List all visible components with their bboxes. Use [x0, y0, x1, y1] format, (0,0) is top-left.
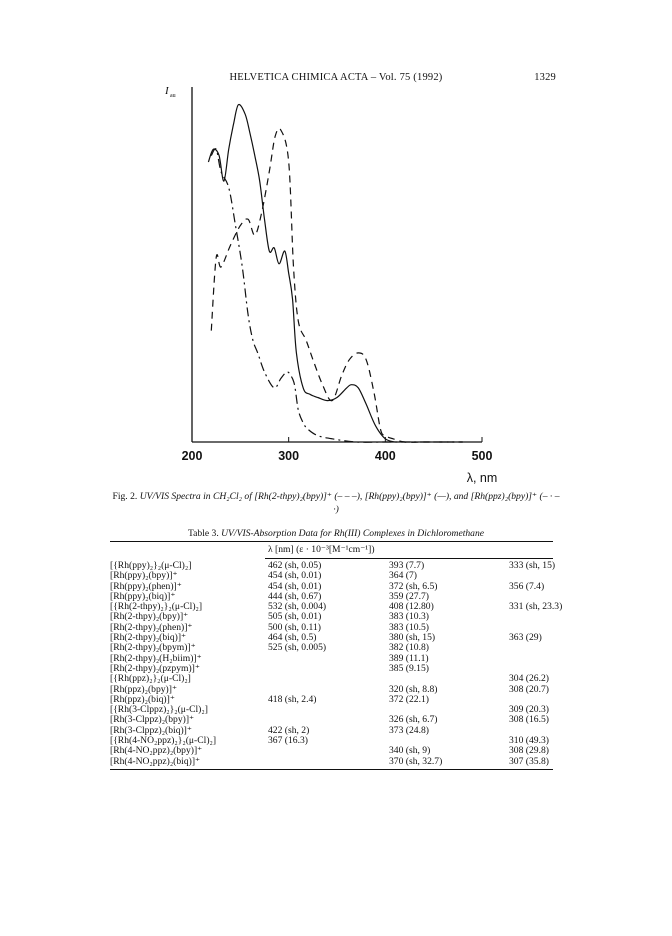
absorption-cell: 356 (7.4)	[509, 580, 545, 592]
running-header: HELVETICA CHIMICA ACTA – Vol. 75 (1992)	[229, 72, 443, 83]
absorption-cell: 310 (49.3)	[509, 735, 549, 747]
absorption-cell	[268, 757, 389, 767]
absorption-cell: 331 (sh, 23.3)	[509, 601, 563, 613]
absorption-cell: 444 (sh, 0.67)	[268, 590, 322, 602]
complex-name-cell: [Rh(ppy)₂(biq)]⁺	[110, 590, 176, 602]
table-row	[110, 674, 569, 684]
complex-name-cell: [Rh(ppz)₂(bpy)]⁺	[110, 683, 178, 695]
absorption-cell: 372 (22.1)	[389, 693, 429, 705]
spectra-series	[208, 104, 462, 442]
absorption-cell: 370 (sh, 32.7)	[389, 755, 443, 767]
figure-caption-text: UV/VIS Spectra in CH₂Cl₂ of [Rh(2-thpy)₂(bpy)]⁺ (– – –), [Rh(ppy)₂(bpy)]⁺ (—), and [Rh(ppz)₂(bpy)]⁺ (– · – ·)	[139, 491, 560, 515]
absorption-cell	[509, 643, 569, 653]
complex-name-cell: [Rh(ppy)₂(bpy)]⁺	[110, 570, 178, 582]
absorption-cell: 333 (sh, 15)	[509, 560, 556, 571]
complex-name-cell: [Rh(2-thpy)₂(bpy)]⁺	[110, 611, 189, 623]
absorption-cell: 408 (12.80)	[389, 601, 434, 613]
absorption-cell	[268, 664, 389, 674]
table-bottom-rule	[110, 769, 553, 770]
complex-name-cell: [Rh(3-Clppz)₂(biq)]⁺	[110, 724, 192, 736]
absorption-cell: 373 (24.8)	[389, 724, 429, 736]
table-header-rule	[265, 558, 553, 559]
absorption-cell: 372 (sh, 6.5)	[389, 580, 438, 592]
absorption-cell: 422 (sh, 2)	[268, 724, 310, 736]
complex-name-cell: [{Rh(ppy)₂}₂(μ-Cl)₂]	[110, 560, 192, 571]
absorption-cell: 367 (16.3)	[268, 735, 308, 747]
absorption-cell	[509, 612, 569, 622]
x-axis-unit: λ, nm	[466, 471, 498, 484]
complex-name-cell: [Rh(ppy)₂(phen)]⁺	[110, 580, 182, 592]
uv-vis-spectra-figure	[150, 84, 510, 484]
table-row	[110, 685, 569, 695]
complex-name-cell: [Rh(4-NO₂ppz)₂(bpy)]⁺	[110, 745, 203, 757]
complex-name-cell: [{Rh(ppz)₂}₂(μ-Cl)₂]	[110, 673, 191, 685]
complex-name-cell: [Rh(2-thpy)₂(biq)]⁺	[110, 632, 187, 644]
series-line-dashed	[211, 128, 462, 442]
absorption-cell: 383 (10.3)	[389, 611, 429, 623]
absorption-cell: 320 (sh, 8.8)	[389, 683, 438, 695]
table-row	[110, 757, 569, 767]
absorption-cell: 363 (29)	[509, 632, 542, 644]
absorption-cell	[509, 654, 569, 664]
complex-name-cell: [Rh(2-thpy)₂(pzpym)]⁺	[110, 662, 200, 674]
x-tick-label: 300	[278, 449, 300, 463]
absorption-cell: 364 (7)	[389, 570, 417, 582]
absorption-cell: 505 (sh, 0.01)	[268, 611, 322, 623]
complex-name-cell: [Rh(2-thpy)₂(H₂biim)]⁺	[110, 652, 202, 664]
series-line-solid	[208, 104, 395, 442]
absorption-cell: 393 (7.7)	[389, 560, 425, 571]
absorption-cell: 385 (9.15)	[389, 662, 429, 674]
complex-name-cell: [Rh(ppz)₂(biq)]⁺	[110, 693, 175, 705]
absorption-cell: 304 (26.2)	[509, 673, 549, 685]
absorption-cell: 500 (sh, 0.11)	[268, 621, 321, 633]
x-tick-label: 200	[181, 449, 203, 463]
x-axis-ticks	[182, 437, 493, 463]
complex-name-cell: [{Rh(4-NO₂ppz)₂}₂(μ-Cl)₂]	[110, 735, 217, 747]
page-number: 1329	[534, 72, 556, 83]
table-row	[110, 561, 569, 571]
absorption-cell	[268, 746, 389, 756]
absorption-cell: 462 (sh, 0.05)	[268, 560, 322, 571]
figure-caption	[110, 491, 562, 516]
absorption-cell	[268, 705, 389, 715]
absorption-cell: 359 (27.7)	[389, 590, 429, 602]
absorption-cell: 307 (35.8)	[509, 755, 549, 767]
absorption-cell: 454 (sh, 0.01)	[268, 580, 322, 592]
table-top-rule	[110, 541, 553, 542]
complex-name-cell: [Rh(2-thpy)₂(phen)]⁺	[110, 621, 193, 633]
table-row	[110, 582, 569, 592]
table-column-header: λ [nm] (ε · 10⁻³[M⁻¹cm⁻¹])	[268, 544, 375, 555]
complex-name-cell: [{Rh(2-thpy)₂}₂(μ-Cl)₂]	[110, 601, 203, 613]
complex-name-cell: [{Rh(3-Clppz)₂}₂(μ-Cl)₂]	[110, 704, 208, 716]
absorption-cell: 525 (sh, 0.005)	[268, 642, 327, 654]
absorption-cell: 383 (10.5)	[389, 621, 429, 633]
complex-name-cell: [Rh(3-Clppz)₂(bpy)]⁺	[110, 714, 195, 726]
complex-name-cell: [Rh(4-NO₂ppz)₂(biq)]⁺	[110, 755, 201, 767]
absorption-cell: 532 (sh, 0.004)	[268, 601, 327, 613]
absorption-cell: 380 (sh, 15)	[389, 632, 436, 644]
table-caption	[60, 528, 612, 539]
figure-caption-prefix: Fig. 2.	[112, 491, 140, 502]
absorption-cell: 454 (sh, 0.01)	[268, 570, 322, 582]
absorption-cell: 308 (29.8)	[509, 745, 549, 757]
absorption-cell: 308 (20.7)	[509, 683, 549, 695]
uv-vis-data-table	[110, 561, 569, 767]
absorption-cell: 309 (20.3)	[509, 704, 549, 716]
absorption-cell	[268, 674, 389, 684]
absorption-cell: 418 (sh, 2.4)	[268, 693, 317, 705]
absorption-cell: 389 (11.1)	[389, 652, 429, 664]
absorption-cell: 382 (10.8)	[389, 642, 429, 654]
absorption-cell: 326 (sh, 6.7)	[389, 714, 438, 726]
absorption-cell: 340 (sh, 9)	[389, 745, 431, 757]
x-tick-label: 400	[374, 449, 396, 463]
absorption-cell: 308 (16.5)	[509, 714, 549, 726]
y-axis-label: I	[165, 85, 169, 97]
table-caption-prefix: Table 3.	[187, 528, 222, 539]
complex-name-cell: [Rh(2-thpy)₂(bpym)]⁺	[110, 642, 196, 654]
x-tick-label: 500	[471, 449, 493, 463]
table-caption-text: UV/VIS-Absorption Data for Rh(III) Complexes in Dichloromethane	[221, 528, 485, 539]
absorption-cell	[268, 654, 389, 664]
y-axis-label-sub: au	[170, 93, 176, 99]
absorption-cell: 464 (sh, 0.5)	[268, 632, 317, 644]
